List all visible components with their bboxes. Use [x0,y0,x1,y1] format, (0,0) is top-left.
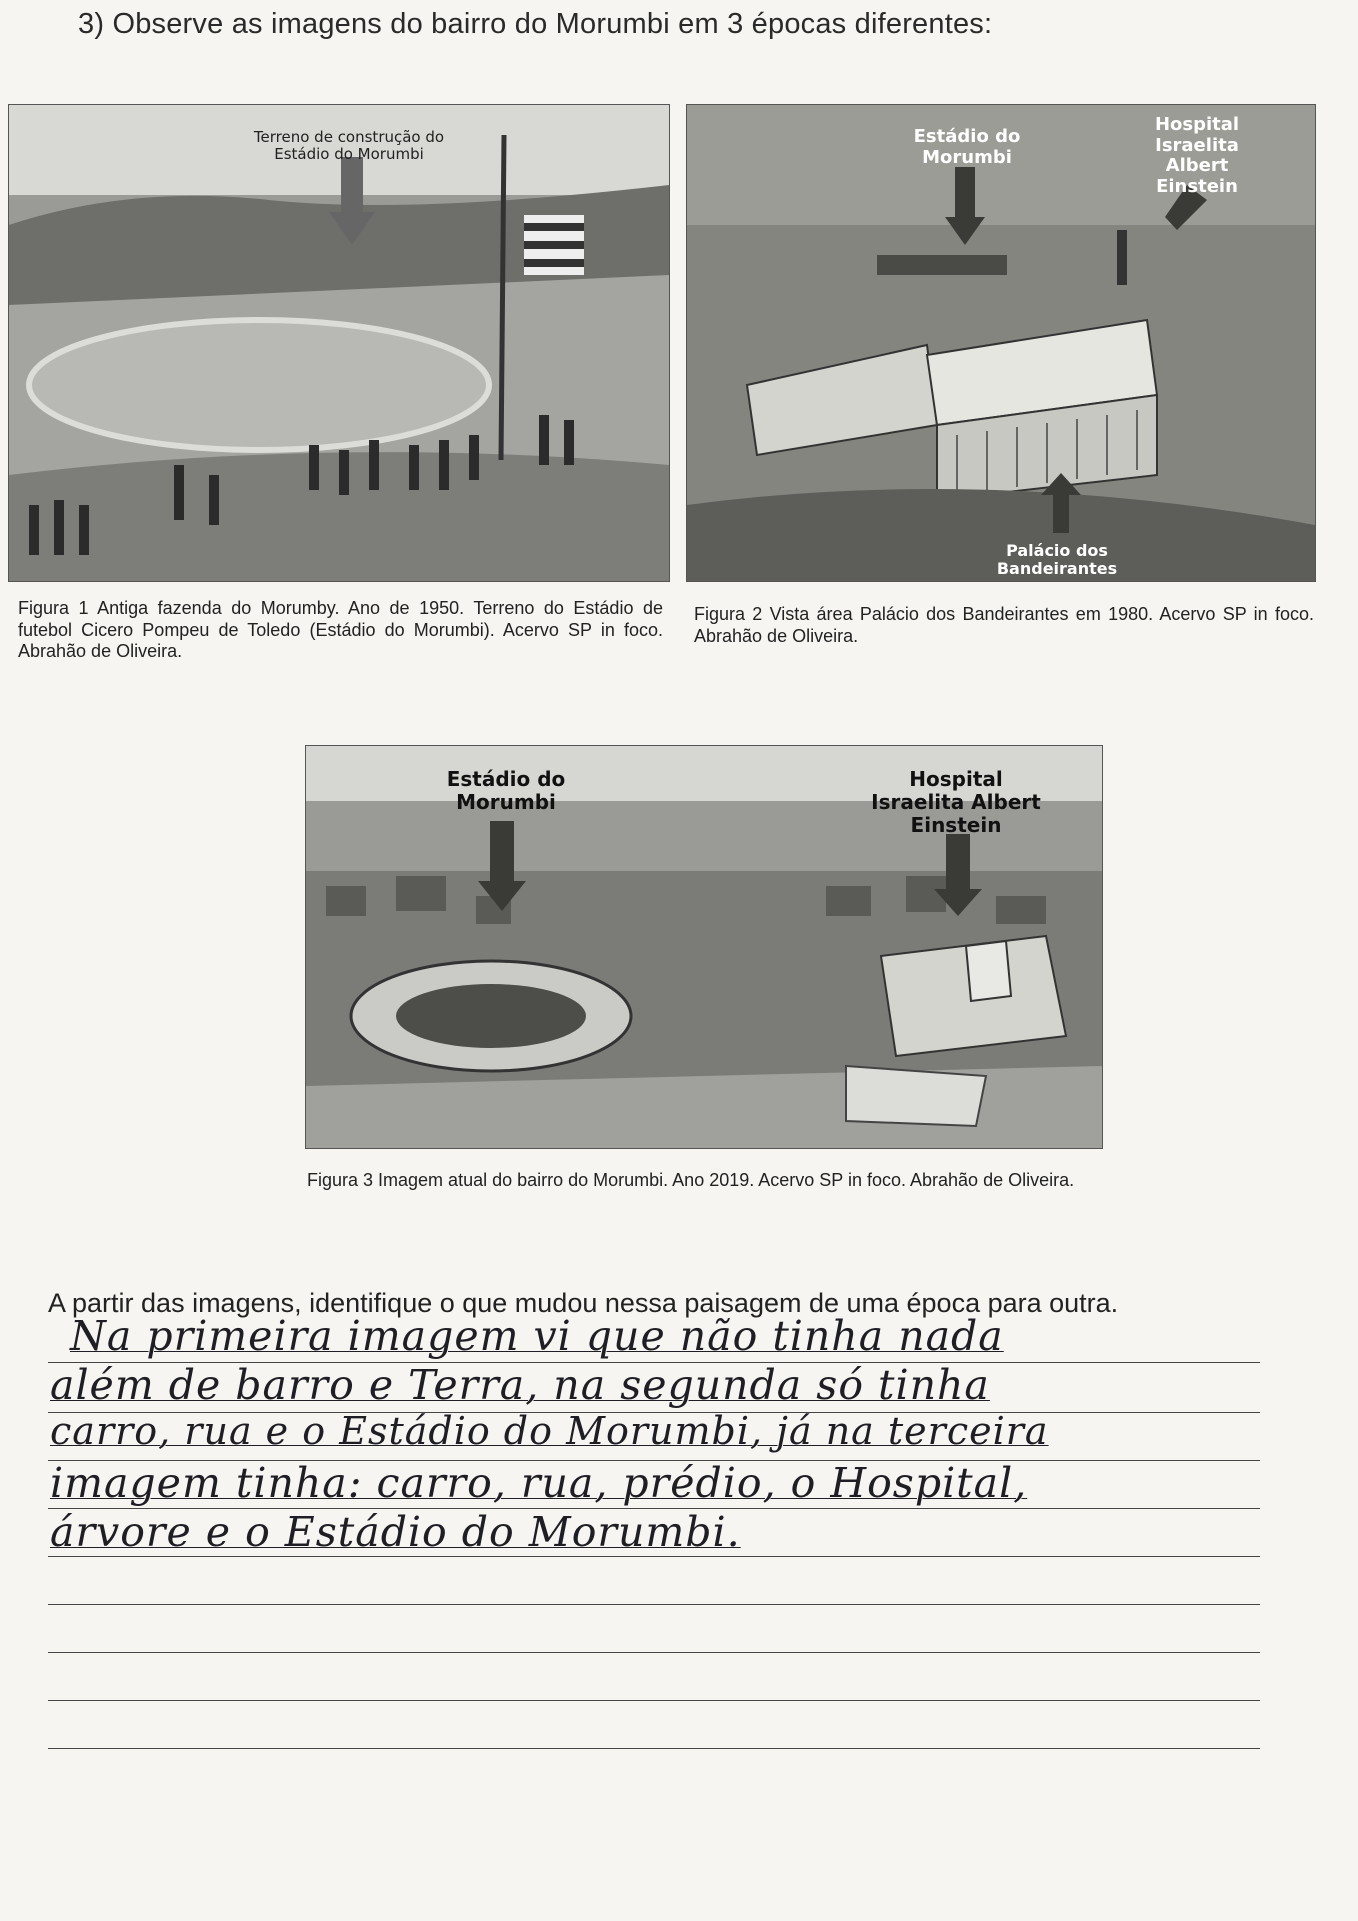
answer-prompt: A partir das imagens, identifique o que mudou nessa paisagem de uma época para outra. [48,1288,1119,1318]
question-title: 3) Observe as imagens do bairro do Morumbi em 3 épocas diferentes: [78,8,993,40]
figure1-photo [8,104,670,582]
answer-line-1: Na primeira imagem vi que não tinha nada [70,1312,1004,1360]
figure3-label-hospital: Hospital Israelita Albert Einstein [871,767,1041,837]
answer-rule-5 [48,1556,1260,1557]
figure3-photo [305,745,1103,1149]
answer-line-2: além de barro e Terra, na segunda só tinha [50,1361,990,1409]
figure1-label: Terreno de construção do Estádio do Morumbi [253,128,445,164]
answer-line-3: carro, rua e o Estádio do Morumbi, já na terceira [50,1409,1049,1453]
figure1-illustration [9,105,669,581]
figure2-label-stadium: Estádio do Morumbi [913,126,1021,168]
figure2-label-palace: Palácio dos Bandeirantes [996,541,1118,579]
answer-line-5: árvore e o Estádio do Morumbi. [50,1508,741,1556]
answer-rule-8 [48,1700,1260,1701]
figure2-photo [686,104,1316,582]
answer-rule-7 [48,1652,1260,1653]
answer-line-4: imagem tinha: carro, rua, prédio, o Hospital, [50,1459,1028,1507]
figure3-label-stadium: Estádio do Morumbi [446,767,566,814]
figure2-caption: Figura 2 Vista área Palácio dos Bandeirantes em 1980. Acervo SP in foco. Abrahão de Oliveira. [694,604,1314,646]
figure1-caption: Figura 1 Antiga fazenda do Morumby. Ano de 1950. Terreno do Estádio de futebol Cicero Pompeu de Toledo (Estádio do Morumbi). Acervo SP in foco. Abrahão de Oliveira. [18,598,663,662]
figure3-caption: Figura 3 Imagem atual do bairro do Morumbi. Ano 2019. Acervo SP in foco. Abrahão de Oliveira. [307,1170,1075,1190]
answer-rule-6 [48,1604,1260,1605]
answer-rule-9 [48,1748,1260,1749]
figure2-label-hospital: Hospital Israelita Albert Einstein [1154,114,1240,198]
